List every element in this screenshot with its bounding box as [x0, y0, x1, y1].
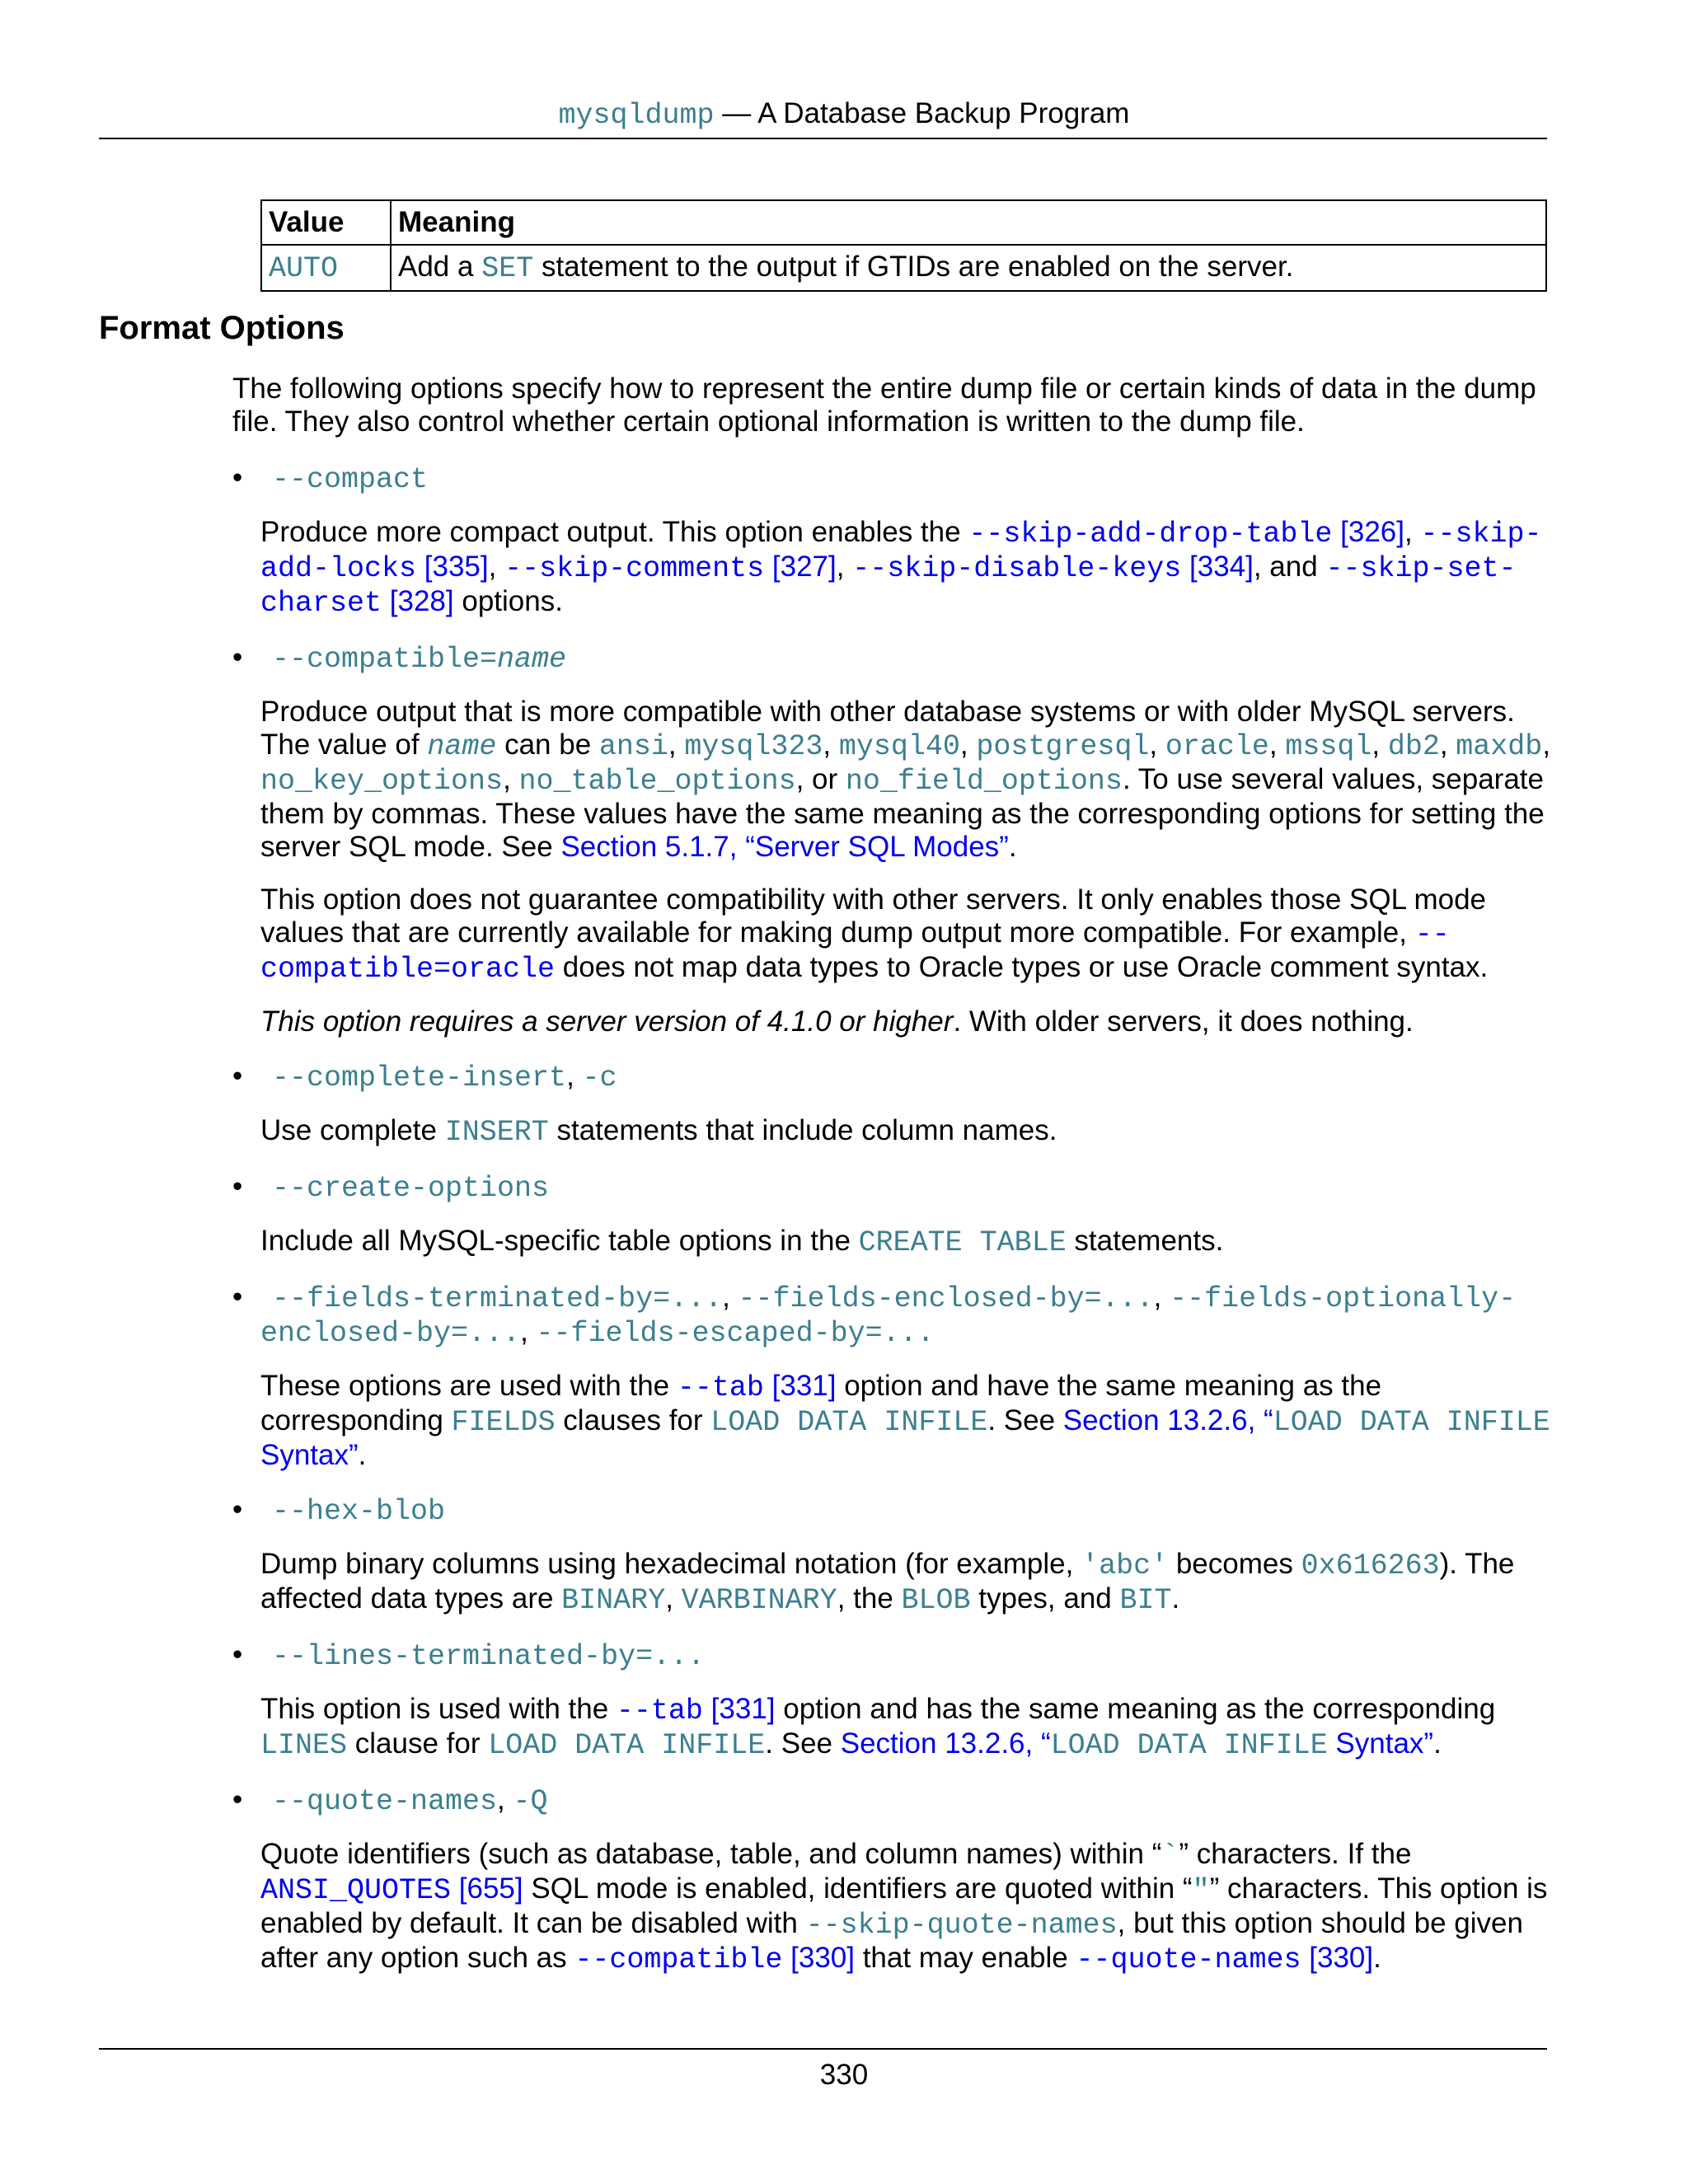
option-link[interactable]: --tab [616, 1694, 703, 1727]
list-item [232, 1493, 1551, 1617]
option-description: This option does not guarantee compatibility with other servers. It only enables those SQL mode values that are currently available for making dump output more compatible. For example, --compatible=oracle does not map data types to Oracle types or use Oracle comment syntax. [260, 883, 1489, 986]
bullet-icon: • [232, 641, 243, 673]
section-link[interactable]: Section 5.1.7, “Server SQL Modes” [560, 831, 1009, 863]
section-link[interactable]: Section 13.2.6, “LOAD DATA INFILE Syntax” [840, 1727, 1434, 1762]
page-ref-link[interactable]: [330] [1309, 1942, 1374, 1974]
option-link[interactable]: --skip-add-drop-table [968, 518, 1333, 551]
page-ref-link[interactable]: [326] [1340, 516, 1404, 548]
sql-mode-link[interactable]: ANSI_QUOTES [260, 1874, 452, 1907]
list-item [232, 1783, 1551, 1976]
header-command: mysqldump [558, 99, 715, 132]
bullet-icon: • [232, 1783, 243, 1816]
table-cell-meaning: Add a SET statement to the output if GTIDs are enabled on the server. [391, 245, 1546, 291]
option-link[interactable]: --skip-set-charset [260, 552, 1517, 620]
page-ref-link[interactable]: [327] [771, 551, 837, 583]
section-intro: The following options specify how to represent the entire dump file or certain kinds of data in the dump file. They also control whether certain optional information is written to the dump file. [232, 373, 1536, 438]
option-name: --quote-names, -Q [272, 1783, 548, 1818]
table-row [261, 245, 1546, 291]
header-rule [99, 138, 1547, 139]
option-description: Use complete INSERT statements that include column names. [260, 1114, 1057, 1149]
bullet-icon: • [232, 1060, 243, 1092]
option-name: --complete-insert, -c [272, 1060, 617, 1094]
values-table [260, 199, 1547, 292]
bullet-icon: • [232, 1638, 243, 1671]
option-description: Produce output that is more compatible with other database systems or with older MySQL servers. The value of name can be ansi, mysql323, mysql40, postgresql, oracle, mssql, db2, maxdb, no_key_options, no_table_options, or no_field_options. To use several values, separate them by commas. These values have the same meaning as the corresponding options for setting the server SQL mode. See Section 5.1.7, “Server SQL Modes”. [260, 696, 1551, 863]
option-link[interactable]: --compatible=oracle [260, 918, 1450, 986]
list-item [232, 641, 1551, 1038]
option-name: --hex-blob [272, 1495, 446, 1528]
option-name: --compact [272, 463, 429, 496]
option-description: Include all MySQL-specific table options in the CREATE TABLE statements. [260, 1225, 1224, 1259]
options-list [232, 462, 1551, 1976]
option-link[interactable]: --compatible [574, 1943, 783, 1976]
page-ref-link[interactable]: [334] [1189, 551, 1254, 583]
list-item [232, 1060, 1551, 1149]
option-name: --fields-terminated-by=..., --fields-enclosed-by=..., --fields-optionally-enclosed-by=..., --fields-escaped-by=... [260, 1281, 1517, 1350]
page-ref-link[interactable]: [331] [771, 1370, 837, 1402]
bullet-icon: • [232, 1493, 243, 1526]
option-link[interactable]: --skip-disable-keys [852, 552, 1182, 585]
page-ref-link[interactable]: [331] [710, 1693, 776, 1725]
table-header-cell: Value [261, 200, 391, 245]
option-description: This option is used with the --tab [331] option and has the same meaning as the corresponding LINES clause for LOAD DATA INFILE. See Section 13.2.6, “LOAD DATA INFILE Syntax”. [260, 1693, 1496, 1762]
page-ref-link[interactable]: [330] [790, 1942, 855, 1974]
table-header-cell: Meaning [391, 200, 1546, 245]
list-item [232, 462, 1551, 620]
option-name: --lines-terminated-by=... [272, 1640, 706, 1673]
option-description: Quote identifiers (such as database, table, and column names) within “`” characters. If the ANSI_QUOTES [655] SQL mode is enabled, identifiers are quoted within “"” characters. This option is enabled by default. It can be disabled with --skip-quote-names, but this option should be given after any option such as --compatible [330] that may enable --quote-names [330]. [260, 1838, 1548, 1976]
page-ref-link[interactable]: [655] [458, 1872, 523, 1905]
running-header [0, 97, 1688, 132]
option-link[interactable]: --skip-add-locks [260, 518, 1542, 585]
footer-rule [99, 2048, 1547, 2050]
option-link[interactable]: --skip-comments [504, 552, 765, 585]
section-title: Format Options [99, 310, 345, 346]
page-ref-link[interactable]: [335] [424, 551, 489, 583]
list-item [232, 1281, 1551, 1472]
option-name: --compatible=name [272, 643, 567, 676]
list-item [232, 1638, 1551, 1762]
page-number: 330 [819, 2059, 869, 2091]
option-link[interactable]: --tab [677, 1371, 764, 1404]
bullet-icon: • [232, 462, 243, 494]
header-title: — A Database Backup Program [714, 97, 1130, 129]
option-description: Produce more compact output. This option enables the --skip-add-drop-table [326], --skip-add-locks [335], --skip-comments [327], --skip-disable-keys [334], and --skip-set-charset [328] options. [260, 516, 1542, 620]
list-item [232, 1170, 1551, 1259]
option-note: This option requires a server version of 4.1.0 or higher. With older servers, it does nothing. [260, 1005, 1414, 1038]
table-header-row [261, 200, 1546, 245]
table-cell-value: AUTO [261, 245, 391, 291]
option-description: Dump binary columns using hexadecimal notation (for example, 'abc' becomes 0x616263). The affected data types are BINARY, VARBINARY, the BLOB types, and BIT. [260, 1548, 1515, 1617]
bullet-icon: • [232, 1170, 243, 1202]
option-description: These options are used with the --tab [331] option and have the same meaning as the corresponding FIELDS clauses for LOAD DATA INFILE. See Section 13.2.6, “LOAD DATA INFILE Syntax”. [260, 1370, 1550, 1471]
section-link[interactable]: Section 13.2.6, “LOAD DATA INFILE Syntax” [260, 1404, 1550, 1471]
option-link[interactable]: --quote-names [1076, 1943, 1301, 1976]
bullet-icon: • [232, 1281, 243, 1313]
option-name: --create-options [272, 1172, 550, 1205]
page-ref-link[interactable]: [328] [389, 585, 454, 617]
